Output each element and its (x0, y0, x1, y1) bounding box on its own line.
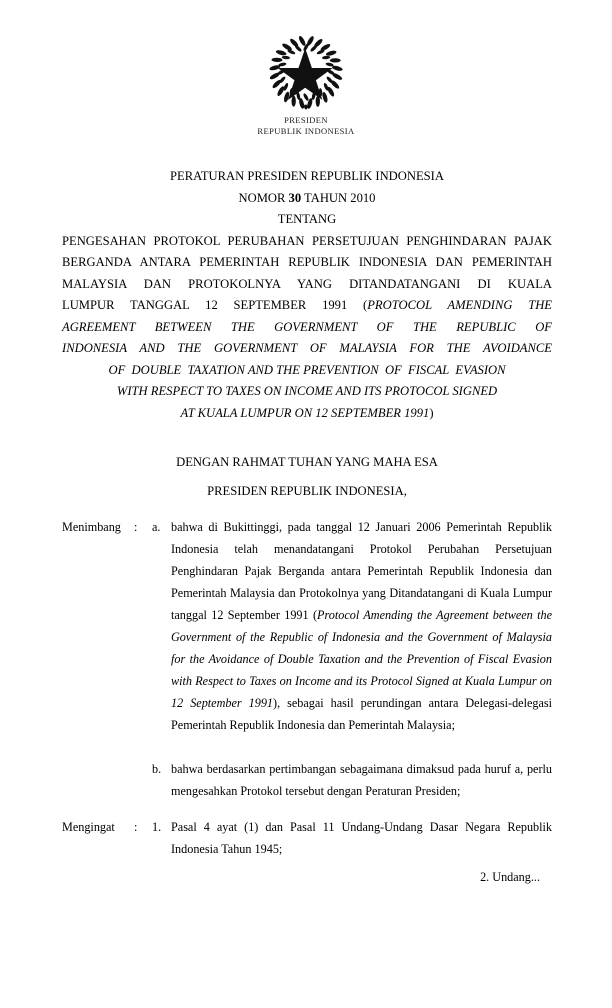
subject-line-7: OF DOUBLE TAXATION AND THE PREVENTION OF FISCAL EVASION (108, 362, 506, 377)
menimbang-item-a-body (171, 516, 552, 736)
subject-line-2: BERGANDA ANTARA PEMERINTAH REPUBLIK INDONESIA DAN PEMERINTAH (62, 255, 552, 269)
emblem-block (0, 34, 612, 137)
menimbang-a-text-italic: Protocol Amending the Agreement between the Government of the Republic of Indonesia and the Government of Malaysia for the Avoidance of Double Taxation and the Prevention of Fiscal Evasion with Respect to Taxes on Income and its Protocol Signed at Kuala Lumpur on 12 September 1991 (171, 608, 552, 710)
nomor-value: 30 (288, 190, 302, 205)
subject-line-5: AGREEMENT BETWEEN THE GOVERNMENT OF THE REPUBLIC OF (62, 319, 552, 334)
subject-line-4 (62, 295, 552, 317)
menimbang-item-b-body: bahwa berdasarkan pertimbangan sebagaimana dimaksud pada huruf a, perlu mengesahkan Protokol tersebut dengan Peraturan Presiden; (171, 762, 552, 798)
clause-menimbang (62, 516, 552, 802)
menimbang-item-a (62, 516, 552, 736)
nomor-suffix: TAHUN 2010 (301, 190, 376, 205)
mengingat-item-1-body: Pasal 4 ayat (1) dan Pasal 11 Undang-Undang Dasar Negara Republik Indonesia Tahun 1945; (171, 820, 552, 856)
mengingat-label: Mengingat (62, 820, 115, 834)
menimbang-a-text-part2: ), sebagai hasil perundingan antara Delegasi-delegasi Pemerintah Republik Indonesia dan Pemerintah Malaysia; (171, 696, 552, 732)
nomor-prefix: NOMOR (238, 190, 289, 205)
emblem-caption-line2: REPUBLIK INDONESIA (257, 126, 355, 136)
subject-line-3: MALAYSIA DAN PROTOKOLNYA YANG DITANDATANGANI DI KUALA (62, 276, 552, 291)
menimbang-label: Menimbang (62, 520, 121, 534)
regulation-type-line: PERATURAN PRESIDEN REPUBLIK INDONESIA (170, 169, 444, 183)
menimbang-item-a-marker: a. (152, 520, 161, 534)
subject-line-8: WITH RESPECT TO TAXES ON INCOME AND ITS PROTOCOL SIGNED (116, 384, 498, 398)
tentang-line: TENTANG (277, 212, 337, 226)
garuda-star-wreath-emblem (264, 34, 348, 112)
document-title-block (62, 166, 552, 424)
menimbang-a-text-part1: bahwa di Bukittinggi, pada tanggal 12 Januari 2006 Pemerintah Republik Indonesia telah menandatangani Protokol Perubahan Persetujuan Penghindaran Pajak Berganda antara Pemerintah Republik Indonesia dan Pemerintah Malaysia dan Protokolnya yang Ditandatangani di Kuala Lumpur tanggal 12 September 1991 ( (171, 520, 552, 622)
page-catchword: 2. Undang... (480, 870, 540, 884)
menimbang-colon: : (134, 520, 138, 534)
regulation-number-line (62, 188, 552, 210)
menimbang-item-b (62, 758, 552, 802)
subject-line-4-italic: PROTOCOL AMENDING THE (367, 298, 552, 312)
mengingat-item-1 (62, 816, 552, 860)
emblem-caption (0, 115, 612, 137)
subject-line-4-roman: LUMPUR TANGGAL 12 SEPTEMBER 1991 ( (62, 298, 368, 312)
subject-line-1: PENGESAHAN PROTOKOL PERUBAHAN PERSETUJUAN PENGHINDARAN PAJAK (62, 233, 552, 248)
menimbang-item-b-marker: b. (152, 762, 162, 776)
invocation-presiden: PRESIDEN REPUBLIK INDONESIA, (207, 484, 407, 498)
subject-line-9-close: ) (429, 405, 434, 420)
invocation-rahmat: DENGAN RAHMAT TUHAN YANG MAHA ESA (176, 455, 438, 469)
mengingat-colon: : (134, 820, 138, 834)
subject-line-6: INDONESIA AND THE GOVERNMENT OF MALAYSIA FOR THE AVOIDANCE (62, 341, 552, 355)
subject-line-9-italic: AT KUALA LUMPUR ON 12 SEPTEMBER 1991 (180, 405, 430, 420)
subject-line-9 (62, 403, 552, 425)
emblem-caption-line1: PRESIDEN (284, 115, 328, 125)
clause-mengingat (62, 816, 552, 860)
mengingat-item-1-marker: 1. (152, 820, 162, 834)
